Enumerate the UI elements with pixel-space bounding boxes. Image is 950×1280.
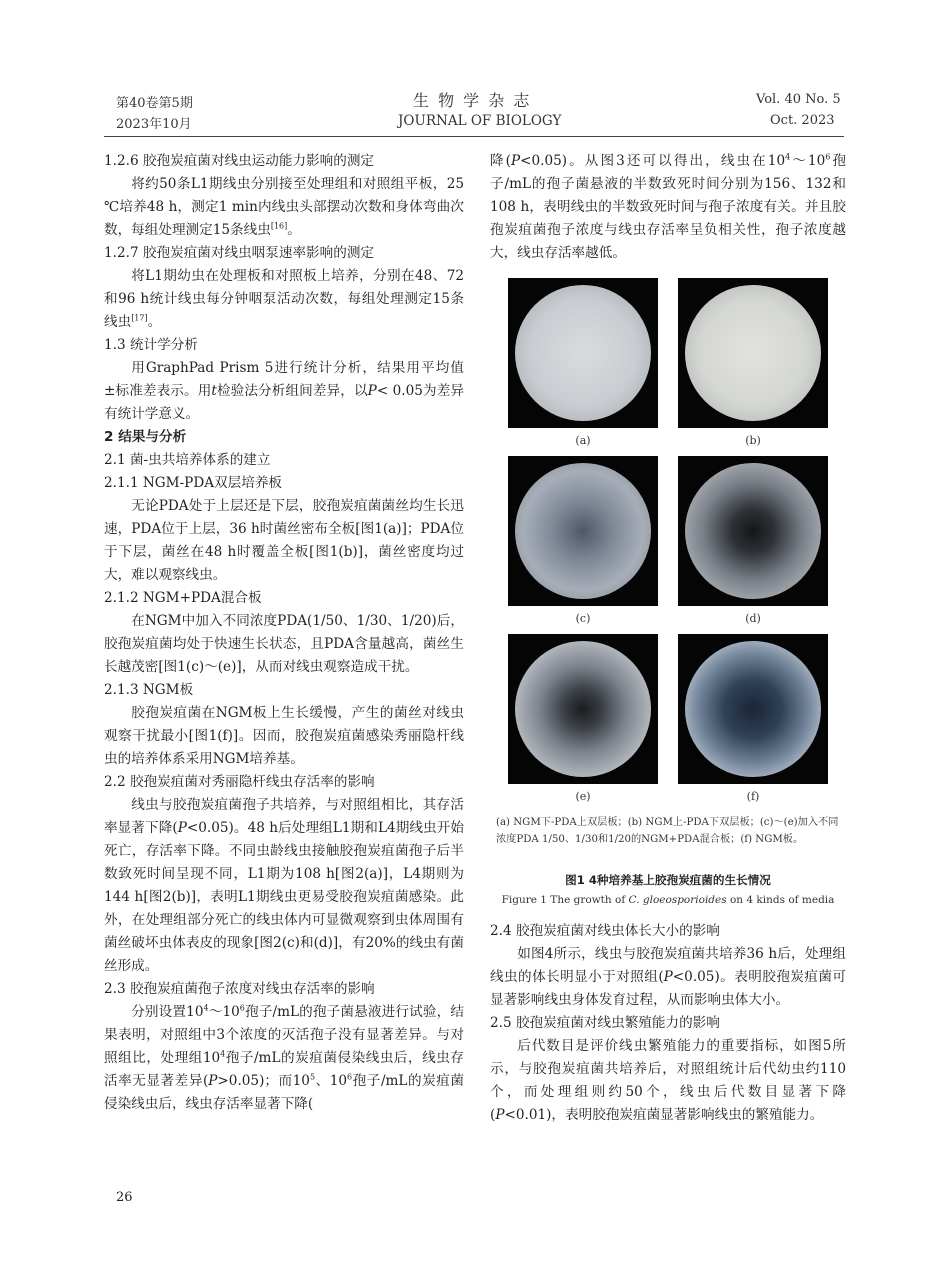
- paragraph-text: <0.01)，表明胶孢炭疽菌显著影响线虫的繁殖能力。: [504, 1107, 824, 1123]
- paragraph-text: <0.05)。从图3还可以得出，线虫在10: [520, 153, 786, 169]
- paragraph-2-1-1: 无论PDA处于上层还是下层，胶孢炭疽菌菌丝均生长迅速，PDA位于上层，36 h时菌丝密布全板[图1(a)]；PDA位于下层，菌丝在48 h时覆盖全板[图1(b)]，菌丝密度均过大，难以观察线虫。: [104, 498, 464, 583]
- paragraph-text: 孢子/mL的孢子菌悬液的半数致死时间分别为156、132和108 h，表明线虫的半数致死时间与孢子浓度有关。并且胶孢炭疽菌孢子浓度与线虫存活率呈负相关性，孢子浓度越大，线虫存活率越低。: [490, 153, 846, 261]
- photo-panel-f: [678, 634, 828, 784]
- exponent: 4: [203, 1003, 209, 1013]
- paragraph-1-3: [104, 357, 464, 426]
- figure-1-panel-caption: (a) NGM下-PDA上双层板；(b) NGM上-PDA下双层板；(c)～(e)加入不同浓度PDA 1/50、1/30和1/20的NGM+PDA混合板；(f) NGM板。: [496, 817, 839, 845]
- heading-2-1-1: 2.1.1 NGM-PDA双层培养板: [104, 475, 283, 491]
- exponent: 4: [220, 1049, 226, 1059]
- header-volume-en: Vol. 40 No. 5: [756, 92, 841, 107]
- panel-label-d: (d): [745, 612, 761, 625]
- paragraph-2-1-2: 在NGM中加入不同浓度PDA(1/50、1/30、1/20)后，胶孢炭疽菌均处于快速生长状态，且PDA含量越高，菌丝生长越茂密[图1(c)～(e)]，从而对线虫观察造成干扰。: [104, 613, 464, 675]
- heading-2-3: 2.3 胶孢炭疽菌孢子浓度对线虫存活率的影响: [104, 981, 375, 997]
- photo-panel-a: [508, 278, 658, 428]
- figure-1: [508, 278, 828, 898]
- exponent: 6: [347, 1072, 353, 1082]
- paragraph-text: <0.05)。表明胶孢炭疽菌可显著影响线虫身体发育过程，从而影响虫体大小。: [490, 969, 846, 1008]
- heading-2-2: 2.2 胶孢炭疽菌对秀丽隐杆线虫存活率的影响: [104, 774, 375, 790]
- petri-dish-e: [515, 641, 651, 777]
- paragraph-text: 检验法分析组间差异，以: [216, 383, 368, 399]
- exponent: 5: [309, 1072, 316, 1082]
- paragraph-end: 。: [147, 314, 162, 330]
- stat-p: P: [177, 820, 187, 836]
- exponent: 6: [825, 152, 831, 162]
- heading-1-2-6: 1.2.6 胶孢炭疽菌对线虫运动能力影响的测定: [104, 153, 375, 169]
- panel-label-e: (e): [575, 790, 591, 803]
- figure-1-title: 图1 4种培养基上胶孢炭疽菌的生长情况: [565, 873, 771, 887]
- photo-panel-d: [678, 456, 828, 606]
- heading-1-2-7: 1.2.7 胶孢炭疽菌对线虫咽泵速率影响的测定: [104, 245, 375, 261]
- paragraph-1-2-7: [104, 265, 464, 334]
- heading-2-1-2: 2.1.2 NGM+PDA混合板: [104, 590, 262, 606]
- paragraph-lead: 降(: [490, 153, 511, 169]
- petri-dish-b: [685, 285, 821, 421]
- caption-text: on 4 kinds of media: [726, 894, 835, 906]
- paragraph-text: ～10: [790, 153, 826, 169]
- exponent: 4: [785, 152, 791, 162]
- right-column-top: [490, 150, 846, 265]
- petri-dish-d: [685, 463, 821, 599]
- paragraph-text: 将L1期幼虫在处理板和对照板上培养，分别在48、72和96 h统计线虫每分钟咽泵活动次数，每组处理测定15条线虫: [104, 268, 464, 330]
- heading-2-1: 2.1 菌-虫共培养体系的建立: [104, 452, 271, 468]
- stat-p: P: [663, 969, 673, 985]
- paragraph-text: ～10: [208, 1004, 240, 1020]
- paragraph-text: 孢子/mL的炭疽菌侵染线虫后，线虫存活率无显著差异(: [104, 1050, 464, 1089]
- caption-text: Figure 1 The growth of: [501, 894, 629, 906]
- paragraph-text: 如图4所示，线虫与胶孢炭疽菌共培养36 h后，处理组线虫的体长明显小于对照组(: [490, 946, 846, 985]
- figure-1-title-en: [490, 894, 846, 906]
- species-name: C. gloeosporioides: [628, 894, 727, 906]
- heading-2: 2 结果与分析: [104, 429, 187, 445]
- paragraph-text: 用GraphPad Prism 5进行统计分析，结果用平均值±标准差表示。用: [104, 360, 464, 399]
- paragraph-2-2: [104, 794, 464, 978]
- paragraph-text: < 0.05为差异有统计学意义。: [104, 383, 464, 422]
- stat-p: P: [367, 383, 377, 399]
- photo-panel-b: [678, 278, 828, 428]
- petri-dish-f: [685, 641, 821, 777]
- header-volume-issue: 第40卷第5期: [116, 96, 193, 111]
- photo-panel-e: [508, 634, 658, 784]
- paragraph-text: 后代数目是评价线虫繁殖能力的重要指标，如图5所示，与胶孢炭疽菌共培养后，对照组统计后代幼虫约110个，而处理组则约50个，线虫后代数目显著下降(: [490, 1038, 846, 1123]
- paragraph-text: 孢子/mL的孢子菌悬液进行试验，结果表明，对照组中3个浓度的灭活孢子没有显著差异。与对照组比，处理组10: [104, 1004, 464, 1066]
- paragraph-text: 线虫与胶孢炭疽菌孢子共培养，与对照组相比，其存活率显著下降(: [104, 797, 464, 836]
- panel-label-f: (f): [746, 790, 760, 803]
- header-date: 2023年10月: [116, 117, 192, 132]
- header-date-en: Oct. 2023: [770, 113, 835, 128]
- petri-dish-a: [515, 285, 651, 421]
- stat-p: P: [208, 1073, 218, 1089]
- paragraph-text: 将约50条L1期线虫分别接至处理组和对照组平板，25 ℃培养48 h，测定1 min内线虫头部摆动次数和身体弯曲次数，每组处理测定15条线虫: [104, 176, 464, 238]
- panel-label-b: (b): [745, 434, 761, 447]
- heading-2-5: 2.5 胶孢炭疽菌对线虫繁殖能力的影响: [490, 1015, 720, 1031]
- citation-ref: [17]: [131, 313, 148, 323]
- paragraph-text: 、10: [315, 1073, 348, 1089]
- heading-2-1-3: 2.1.3 NGM板: [104, 682, 194, 698]
- paragraph-2-5: [490, 1035, 846, 1127]
- paragraph-end: 。: [287, 222, 301, 238]
- exponent: 6: [239, 1003, 245, 1013]
- paragraph-2-3-continued: [490, 150, 846, 265]
- paragraph-text: 分别设置10: [131, 1004, 204, 1020]
- paragraph-text: <0.05)。48 h后处理组L1期和L4期线虫开始死亡，存活率下降。不同虫龄线虫接触胶孢炭疽菌孢子后半数致死时间呈现不同，L1期为108 h[图2(a)]，L4期则为144 h[图2(b)]，表明L1期线虫更易受胶孢炭疽菌感染。此外，在处理组部分死亡的线虫体内可显微观察到虫体周围有菌丝破坏虫体表皮的现象[图2(c)和(d)]，有20%的线虫有菌丝形成。: [104, 820, 465, 974]
- header-journal-en: JOURNAL OF BIOLOGY: [398, 113, 562, 129]
- paragraph-2-3: [104, 1001, 464, 1116]
- page-number: 26: [116, 1190, 133, 1205]
- petri-dish-c: [515, 463, 651, 599]
- paragraph-1-2-6: [104, 173, 464, 242]
- paragraph-2-1-3: 胶孢炭疽菌在NGM板上生长缓慢，产生的菌丝对线虫观察干扰最小[图1(f)]。因而，胶孢炭疽菌感染秀丽隐杆线虫的培养体系采用NGM培养基。: [104, 705, 464, 767]
- panel-label-c: (c): [575, 612, 591, 625]
- heading-1-3: 1.3 统计学分析: [104, 337, 198, 353]
- heading-2-4: 2.4 胶孢炭疽菌对线虫体长大小的影响: [490, 923, 720, 939]
- panel-label-a: (a): [575, 434, 591, 447]
- left-column: [104, 150, 464, 1116]
- paragraph-2-4: [490, 943, 846, 1012]
- paragraph-text: 孢子/mL的炭疽菌侵染线虫后，线虫存活率显著下降(: [104, 1073, 464, 1112]
- citation-ref: [16]: [270, 221, 288, 231]
- photo-panel-c: [508, 456, 658, 606]
- right-column-bottom: [490, 920, 846, 1127]
- stat-t: t: [211, 383, 217, 399]
- stat-p: P: [510, 153, 521, 169]
- header-journal-cn: 生 物 学 杂 志: [413, 91, 532, 110]
- paragraph-text: >0.05)；而10: [217, 1073, 310, 1089]
- header-rule: [104, 136, 844, 137]
- stat-p: P: [495, 1107, 505, 1123]
